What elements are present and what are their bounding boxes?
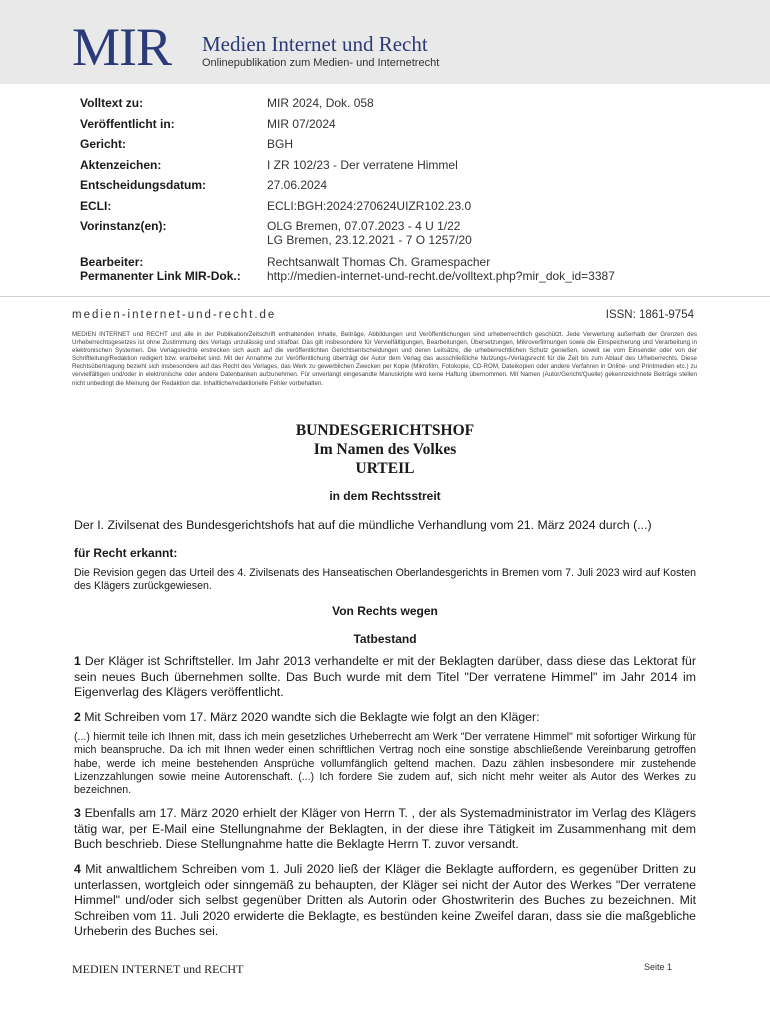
paragraph-number: 3 bbox=[74, 806, 81, 820]
meta-label: Veröffentlicht in: bbox=[80, 116, 175, 131]
paragraph-number: 4 bbox=[74, 862, 81, 876]
paragraph-number: 2 bbox=[74, 710, 81, 724]
quote-block: (...) hiermit teile ich Ihnen mit, dass ich mein gesetzliches Urheberrecht am Werk "Der verratene Himmel" mit sofortiger Wirkung für mich beanspruche. Da ich mit Ihnen weder einen schriftlichen Vertrag noch eine sonstige abschließende Vereinbarung getroffen habe, werde ich meine bestehenden Ansprüche vollumfänglich geltend machen. Dazu zählen insbesondere mir zustehende Lizenzzahlungen sowie meine Autorenschaft. (...) Ich fordere Sie zudem auf, sich nicht mehr weiter als Autor des Werkes zu bezeichnen. bbox=[74, 731, 696, 797]
meta-row-permalink bbox=[80, 269, 700, 283]
permanent-link[interactable]: http://medien-internet-und-recht.de/volltext.php?mir_dok_id=3387 bbox=[267, 269, 615, 283]
publication-title: Medien Internet und Recht bbox=[202, 32, 428, 56]
paragraph-text: Mit Schreiben vom 17. März 2020 wandte sich die Beklagte wie folgt an den Kläger: bbox=[84, 710, 540, 724]
vorinstanz-lg: LG Bremen, 23.12.2021 - 7 O 1257/20 bbox=[267, 233, 472, 247]
vorinstanz-olg: OLG Bremen, 07.07.2023 - 4 U 1/22 bbox=[267, 219, 461, 233]
paragraph-text: Der Kläger ist Schriftsteller. Im Jahr 2013 verhandelte er mit der Beklagten darüber, dass diese das Lektorat für sein neues Buch übernehmen sollte. Das Buch wurde mit dem Titel "Der verratene Himmel" im Jahr 2014 im Eigenverlag des Klägers veröffentlicht. bbox=[74, 654, 696, 699]
divider bbox=[0, 296, 770, 297]
meta-value: BGH bbox=[267, 137, 294, 151]
meta-label: ECLI: bbox=[80, 198, 112, 213]
meta-label: Volltext zu: bbox=[80, 96, 144, 110]
page-header bbox=[0, 0, 770, 84]
meta-row-entscheidungsdatum bbox=[80, 178, 700, 192]
judgment-heading bbox=[0, 421, 770, 478]
meta-row-volltext bbox=[80, 96, 700, 110]
meta-row-veroeffentlicht bbox=[80, 117, 700, 131]
intro-paragraph: Der I. Zivilsenat des Bundesgerichtshofs hat auf die mündliche Verhandlung vom 21. März 2024 durch (...) bbox=[74, 518, 652, 532]
paragraph-text: Mit anwaltlichem Schreiben vom 1. Juli 2020 ließ der Kläger die Beklagte auffordern, es gegenüber Dritten zu unterlassen, wortgleich oder sinngemäß zu behaupten, der Kläger sei nicht der Autor des Werkes "Der verratene Himmel" und/oder sich selbst gegenüber Dritten als Autorin oder Ghostwriterin des Buches zu bezeichnen. Mit Schreiben vom 11. Juli 2020 erwiderte die Beklagte, es bestünden keine Zweifel daran, dass sie die maßgebliche Urheberin des Buches sei. bbox=[74, 862, 696, 938]
meta-value: ECLI:BGH:2024:270624UIZR102.23.0 bbox=[267, 198, 472, 213]
meta-value: 27.06.2024 bbox=[267, 178, 328, 192]
copyright-disclaimer: MEDIEN INTERNET und RECHT und alle in der Publikation/Zeitschrift enthaltenden Inhalte, Beiträge, Abbildungen und Veröffentlichungen sind urheberrechtlich geschützt. Jede Verwertung außerhalb der Grenzen des Urheberrechtsgesetzes ist ohne Zustimmung des Verlags unzulässig und strafbar. Das gilt insbesondere für Vervielfältigungen, Bearbeitungen, Übersetzungen, Mikroverfilmungen sowie die Einspeicherung und Verarbeitung in elektronischen Systemen. Die Verlagsrechte erstrecken sich auch auf die veröffentlichten Gerichtsentscheidungen und deren Leitsätze, die urheberrechtlichen Schutz genießen, soweit sie vom Einsender oder von der Schriftleitung/Redaktion redigiert bzw. erarbeitet sind. Mit der Annahme zur Veröffentlichung überträgt der Autor dem Verlag das ausschließliche Nutzungs-/Verlagsrecht für die Zeit bis zum Ablauf des Urheberrechts. Diese Rechtsübertragung bezieht sich insbesondere auf das Recht des Verlages, das Werk zu gewerblichen Zwecken per Kopie (Mikrofilm, Fotokopie, CD-ROM, Dateikopien oder andere Verfahren in Online- und Printmedien etc.) zu vervielfältigen und/oder in elektronische oder andere Datenbanken aufzunehmen. Für unverlangt eingesandte Manuskripte wird keine Haftung übernommen. Mit Namen (Autor/Gericht/Quelle) gekennzeichnete Beiträge stellen nicht unbedingt die Meinung der Redaktion dar. Inhaltliche/redaktionelle Fehler vorbehalten. bbox=[72, 331, 697, 387]
issn: ISSN: 1861-9754 bbox=[605, 309, 694, 321]
meta-row-bearbeiter bbox=[80, 255, 700, 269]
meta-label: Vorinstanz(en): bbox=[80, 219, 167, 233]
meta-label: Permanenter Link MIR-Dok.: bbox=[80, 269, 241, 283]
meta-value: MIR 2024, Dok. 058 bbox=[267, 96, 374, 110]
paragraph-2 bbox=[74, 710, 696, 726]
paragraph-text: Ebenfalls am 17. März 2020 erhielt der Kläger von Herrn T. , der als Systemadministrator im Verlag des Klägers tätig war, per E-Mail eine Stellungnahme der Beklagten, in der diese ihre Tätigkeit im Zusammenhang mit dem Buch beschrieb. Diese Stellungnahme hatte die Beklagte Herrn T. zuvor versandt. bbox=[74, 806, 696, 851]
meta-value: MIR 07/2024 bbox=[267, 116, 336, 131]
footer-publication: MEDIEN INTERNET und RECHT bbox=[72, 962, 244, 976]
meta-row-vorinstanzen bbox=[80, 219, 700, 247]
rechtsstreit-line: in dem Rechtsstreit bbox=[329, 489, 441, 503]
recht-erkannt-heading: für Recht erkannt: bbox=[74, 546, 178, 560]
meta-value: Rechtsanwalt Thomas Ch. Gramespacher bbox=[267, 255, 491, 269]
urteil-title: URTEIL bbox=[355, 460, 415, 477]
paragraph-4 bbox=[74, 862, 696, 940]
in-name-des-volkes: Im Namen des Volkes bbox=[313, 441, 457, 458]
site-name: medien-internet-und-recht.de bbox=[72, 309, 277, 321]
meta-value bbox=[267, 219, 472, 247]
tenor-paragraph: Die Revision gegen das Urteil des 4. Zivilsenats des Hanseatischen Oberlandesgerichts in Bremen vom 7. Juli 2023 wird auf Kosten des Klägers zurückgewiesen. bbox=[74, 567, 696, 593]
meta-row-gericht bbox=[80, 137, 700, 151]
meta-label: Bearbeiter: bbox=[80, 255, 144, 269]
court-name: BUNDESGERICHTSHOF bbox=[295, 422, 475, 439]
paragraph-3 bbox=[74, 806, 696, 853]
meta-label: Entscheidungsdatum: bbox=[80, 178, 207, 192]
document-metadata bbox=[80, 96, 700, 290]
tatbestand-heading: Tatbestand bbox=[353, 632, 417, 646]
paragraph-number: 1 bbox=[74, 654, 81, 668]
mir-logo: MIR bbox=[72, 17, 172, 77]
page-number: Seite 1 bbox=[643, 962, 672, 972]
meta-label: Aktenzeichen: bbox=[80, 157, 162, 172]
meta-label: Gericht: bbox=[80, 137, 127, 151]
publication-subtitle: Onlinepublikation zum Medien- und Internetrecht bbox=[202, 57, 440, 69]
meta-value: I ZR 102/23 - Der verratene Himmel bbox=[267, 157, 458, 172]
meta-row-aktenzeichen bbox=[80, 158, 700, 172]
paragraph-1 bbox=[74, 654, 696, 701]
meta-row-ecli bbox=[80, 199, 700, 213]
von-rechts-wegen: Von Rechts wegen bbox=[332, 604, 438, 618]
